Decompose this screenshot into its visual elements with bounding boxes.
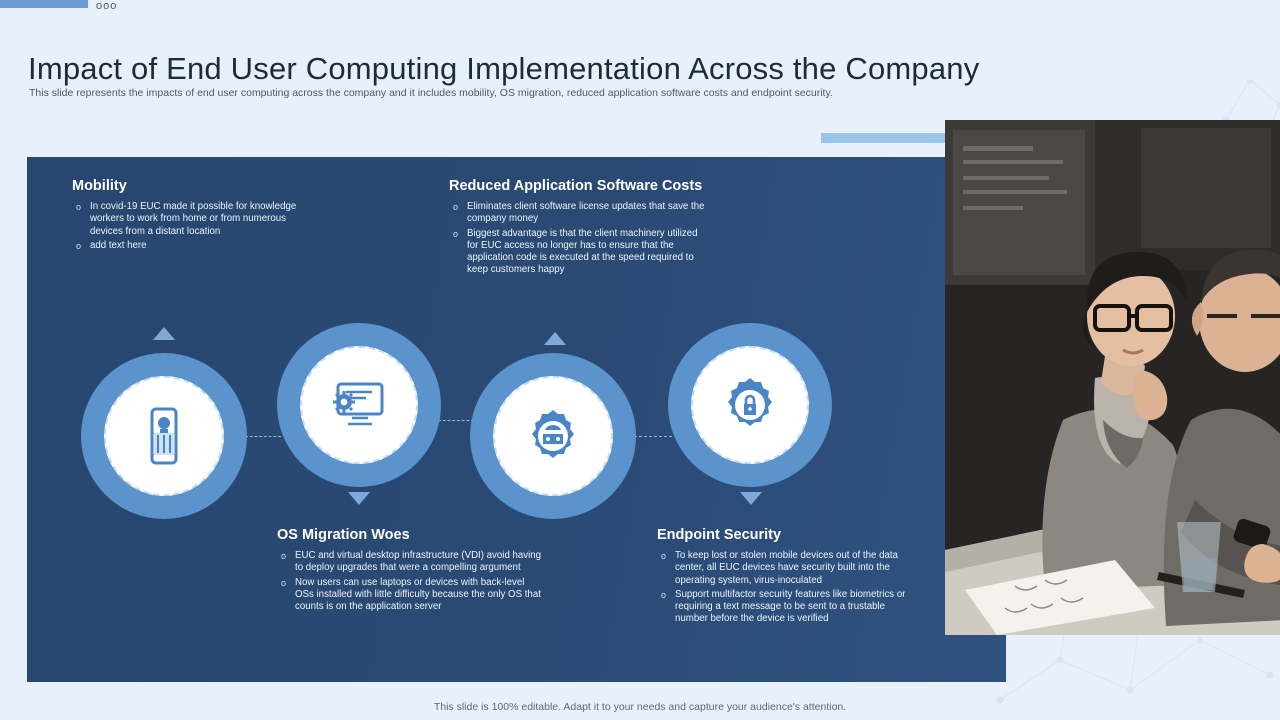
mobile-device-icon xyxy=(138,405,190,467)
block-bullet-list xyxy=(277,550,545,613)
block-bullet-list xyxy=(449,201,711,277)
block-title: OS Migration Woes xyxy=(277,527,410,543)
connector-line-1 xyxy=(245,436,281,437)
icon-circle-inner xyxy=(300,346,418,464)
page-title: Impact of End User Computing Implementation Across the Company xyxy=(28,50,980,86)
pointer-down-os xyxy=(348,492,370,505)
icon-circle-inner xyxy=(104,376,224,496)
list-item: o To keep lost or stolen mobile devices out of the data center, all EUC devices have security built into the operating system, virus-inoculated xyxy=(657,550,917,587)
block-bullet-list xyxy=(657,550,917,626)
footer-note: This slide is 100% editable. Adapt it to your needs and capture your audience's attention. xyxy=(433,701,847,713)
meeting-photo xyxy=(945,120,1280,635)
list-item: o EUC and virtual desktop infrastructure (VDI) avoid having to deploy upgrades that were a compelling argument xyxy=(277,550,545,575)
block-title: Endpoint Security xyxy=(657,527,782,543)
list-item: o In covid-19 EUC made it possible for knowledge workers to work from home or from numerous devices from a distant location xyxy=(72,201,312,238)
monitor-gear-icon xyxy=(328,378,390,432)
list-item: o Biggest advantage is that the client machinery utilized for EUC access no longer has to ensure that the application code is executed at the speed required to keep customers happy xyxy=(449,228,711,277)
list-item: o Now users can use laptops or devices with back-level OSs installed with little difficulty because the only OS that counts is on the application server xyxy=(277,577,545,614)
list-item: o Support multifactor security features like biometrics or requiring a text message to be sent to a trustable number before the device is verified xyxy=(657,589,917,626)
block-bullet-list xyxy=(72,201,312,252)
list-item: o Eliminates client software license updates that save the company money xyxy=(449,201,711,226)
pointer-up-mobility xyxy=(153,327,175,340)
top-accent-bar xyxy=(0,0,88,8)
gear-lock-icon xyxy=(721,376,779,434)
connector-line-2 xyxy=(438,420,474,421)
icon-circle-mobility[interactable] xyxy=(81,353,247,519)
text-block-os-migration xyxy=(277,527,545,615)
connector-line-3 xyxy=(634,436,672,437)
icon-circle-inner xyxy=(691,346,809,464)
icon-circle-endpoint-security[interactable] xyxy=(668,323,832,487)
icon-circle-reduced-costs[interactable] xyxy=(470,353,636,519)
text-block-endpoint-security xyxy=(657,527,917,628)
pointer-up-reduced xyxy=(544,332,566,345)
block-title: Mobility xyxy=(72,178,127,194)
text-block-mobility xyxy=(72,178,312,254)
icon-circle-inner xyxy=(493,376,613,496)
block-title: Reduced Application Software Costs xyxy=(449,178,703,194)
text-block-reduced-costs xyxy=(449,178,711,279)
page-subtitle: This slide represents the impacts of end user computing across the company and it includes mobility, OS migration, reduced application software costs and endpoint security. xyxy=(29,87,833,99)
pointer-down-endpoint xyxy=(740,492,762,505)
window-dots: ooo xyxy=(96,0,118,12)
icon-circle-os-migration[interactable] xyxy=(277,323,441,487)
list-item: o add text here xyxy=(72,240,312,252)
gear-cloud-icon xyxy=(525,408,581,464)
